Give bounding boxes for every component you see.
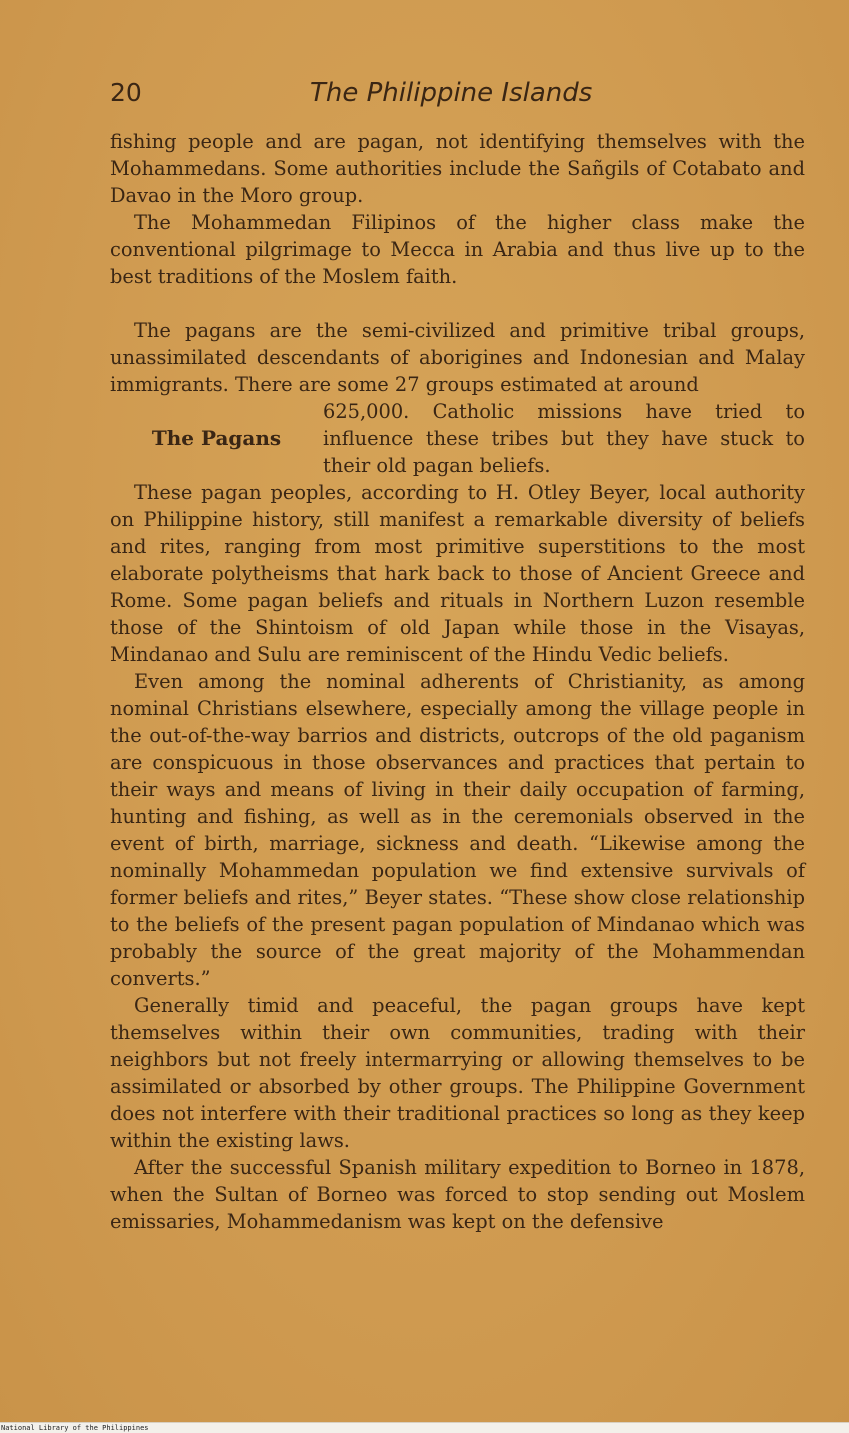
sidehead-the-pagans: The Pagans: [151, 426, 282, 450]
section-spacer: [110, 290, 805, 317]
paragraph-beyer-beliefs: These pagan peoples, according to H. Otley Beyer, local authority on Philippine history, still manifest a remarkable diversity of beliefs and rites, ranging from most primitive superstitions to the most elaborate polytheisms that hark back to those of Ancient Greece and Rome. Some pagan beliefs and rituals in Northern Luzon resemble those of the Shintoism of old Japan while those in the Visayas, Mindanao and Sulu are reminiscent of the Hindu Vedic beliefs.: [110, 481, 805, 666]
sidehead-block: [110, 398, 805, 479]
page-header: [110, 78, 805, 114]
paragraph-pagans-intro: The pagans are the semi-civilized and primitive tribal groups, unassimilated descendants of aborigines and Indonesian and Malay immigrants. There are some 27 groups estimated at around: [110, 319, 805, 396]
footer-credit: National Library of the Philippines: [1, 1424, 149, 1432]
page-number: 20: [110, 78, 142, 107]
body-text: [110, 128, 805, 1235]
footer-bar: [0, 1422, 849, 1433]
paragraph-pilgrimage: The Mohammedan Filipinos of the higher class make the conventional pilgrimage to Mecca in Arabia and thus live up to the best traditions of the Moslem faith.: [110, 211, 805, 288]
running-title: The Philippine Islands: [310, 78, 593, 108]
paragraph-timid-peaceful: Generally timid and peaceful, the pagan groups have kept themselves within their own communities, trading with their neighbors but not freely intermarrying or allowing themselves to be assimilated or absorbed by other groups. The Philippine Government does not interfere with their traditional practices so long as they keep within the existing laws.: [110, 994, 805, 1152]
paragraph-pagans-side: 625,000. Catholic missions have tried to influence these tribes but they have stuck to their old pagan beliefs.: [323, 400, 805, 477]
paragraph-christianity: Even among the nominal adherents of Christianity, as among nominal Christians elsewhere, especially among the village people in the out-of-the-way barrios and districts, outcrops of the old paganism are conspicuous in those observances and practices that pertain to their ways and means of living in their daily occupation of farming, hunting and fishing, as well as in the ceremonials observed in the event of birth, marriage, sickness and death. “Likewise among the nominally Mohammedan population we find extensive survivals of former beliefs and rites,” Beyer states. “These show close relationship to the beliefs of the present pagan population of Mindanao which was probably the source of the great majority of the Mohammendan converts.”: [110, 670, 805, 990]
paragraph-borneo-expedition: After the successful Spanish military expedition to Borneo in 1878, when the Sultan of Borneo was forced to stop sending out Moslem emissaries, Mohammedanism was kept on the defensive: [110, 1156, 805, 1233]
paragraph-fishing-people: fishing people and are pagan, not identifying themselves with the Mohammedans. Some authorities include the Sañgils of Cotabato and Davao in the Moro group.: [110, 130, 805, 207]
